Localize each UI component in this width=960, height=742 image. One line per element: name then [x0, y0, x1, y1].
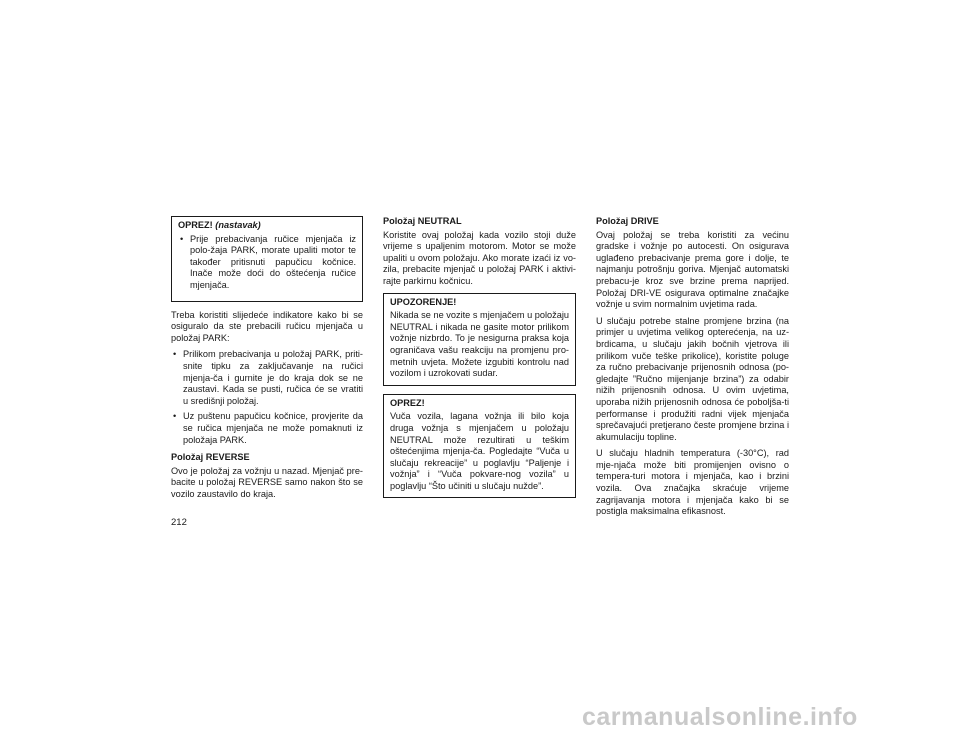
- column-middle: [383, 216, 576, 506]
- warning-title: UPOZORENJE!: [390, 296, 457, 307]
- caution-text: Vuča vozila, lagana vožnja ili bilo koja druga vožnja s mjenjačem u položaju NEUTRAL može rezultirati u teškim oštećenjima mjenja-ča. Pogledajte “Vuča u slučaju rekreacije” u poglavlju “Paljenje i vožnja” i “Vuča pokvare-nog vozila” u poglavlju “Što učiniti u slučaju nužde”.: [390, 411, 569, 491]
- caution-title: OPREZ!: [390, 397, 425, 408]
- park-indicator-list: [171, 349, 363, 446]
- drive-paragraph: U slučaju potrebe stalne promjene brzina (na primjer u uvjetima velikog opterećenja, na uz-brdicama, u slučaju jakih bočnih vjetrova ili prilikom vuče teške prikolice), koristite poluge za ručno prebacivanje prijenosnih odnosa (po-gledajte ”Ručno mijenjanje brzina”) za odabir nižih prijenosnih odnosa. U ovim uvjetima, uporaba nižih prijenosnih odnosa će poboljša-ti performanse i produžiti radni vijek mjenjača sprečavajući pretjerano česte promjene brzina i akumulaciju topline.: [596, 315, 789, 442]
- page-number: 212: [171, 517, 187, 528]
- caution-box-continued: [171, 216, 363, 302]
- watermark: carmanualsonline.info: [582, 703, 858, 731]
- drive-paragraph: U slučaju hladnih temperatura (-30°C), rad mje-njača može biti promijenjen ovisno o tempera-turi motora i mjenjača, kao i brzini vozila. Ova značajka skraćuje vrijeme zagrijavanja motora i mjenjača kako bi se postigla maksimalna efikasnost.: [596, 448, 789, 517]
- caution-box: [383, 394, 576, 499]
- list-item: • Prilikom prebacivanja u položaj PARK, priti-snite tipku za zaključavanje na ručici mjenja-ča i gurnite je do kraja dok se ne zaustavi. Kada se pusti, ručica će se vratiti u središnji položaj.: [171, 349, 363, 407]
- column-right: [596, 216, 789, 523]
- caution-title-suffix: (nastavak): [215, 220, 261, 230]
- reverse-paragraph: Ovo je položaj za vožnju u nazad. Mjenjač pre-bacite u položaj REVERSE samo nakon što se vozilo zaustavilo do kraja.: [171, 465, 363, 499]
- caution-title: OPREZ! (nastavak): [178, 220, 261, 230]
- caution-list: [178, 234, 356, 292]
- warning-box: [383, 293, 576, 386]
- caution-list-item: • Prije prebacivanja ručice mjenjača iz polo-žaja PARK, morate upaliti motor te također pritisnuti papučicu kočnice. Inače može doći do oštećenja ručice mjenjača.: [178, 234, 356, 292]
- neutral-paragraph: Koristite ovaj položaj kada vozilo stoji duže vrijeme s upaljenim motorom. Motor se može upaliti u ovom položaju. Ako morate izaći iz vo-zila, prebacite mjenjač u položaj PARK i aktivi-rajte parkirnu kočnicu.: [383, 229, 576, 286]
- drive-paragraph: Ovaj položaj se treba koristiti za većinu gradske i vožnje po autocesti. On osigurava uglađeno prebacivanje prema gore i dolje, te najmanju potrošnju goriva. Mjenjač automatski prebacu-je kroz sve brzine prema naprijed. Položaj DRI-VE osigurava optimalne značajke vožnje u svim normalnim uvjetima rada.: [596, 229, 789, 310]
- drive-heading: Položaj DRIVE: [596, 216, 659, 226]
- column-left: [171, 216, 363, 505]
- neutral-heading: Položaj NEUTRAL: [383, 216, 462, 226]
- warning-text: Nikada se ne vozite s mjenjačem u položaju NEUTRAL i nikada ne gasite motor prilikom vožnje nizbrdo. To je nesigurna praksa koja ograničava vašu reakciju na promjenu pro-metnih uvjeta. Možete izgubiti kontrolu nad vozilom i uzrokovati sudar.: [390, 310, 569, 379]
- reverse-heading: Položaj REVERSE: [171, 452, 250, 463]
- park-intro-paragraph: Treba koristiti slijedeće indikatore kako bi se osiguralo da ste prebacili ručicu mjenjača u položaj PARK:: [171, 309, 363, 343]
- list-item: • Uz puštenu papučicu kočnice, provjerite da se ručica mjenjača ne može pomaknuti iz položaja PARK.: [171, 411, 363, 446]
